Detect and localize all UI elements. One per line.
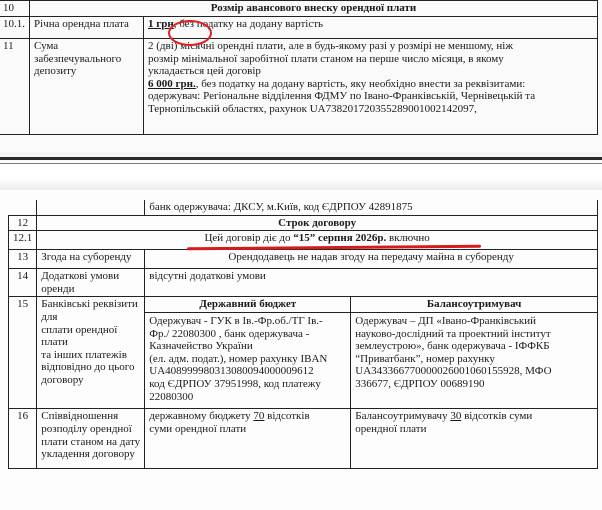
column-header: Державний бюджет	[145, 297, 350, 313]
deposit-text	[144, 39, 598, 135]
rent-note: , без податку на додану вартість	[173, 18, 324, 30]
bank-line: банк одержувача: ДКСУ, м.Київ, код ЄДРПОУ 42891875	[145, 200, 598, 215]
row-label: Банківські реквізити для сплати орендної плати та інших платежів відповідно до цього договору	[37, 297, 145, 409]
balance-holder-share: Балансоутримувачу 30 відсотків суми орендної плати	[351, 409, 598, 469]
table-row	[9, 215, 598, 231]
row-number: 12	[9, 215, 37, 231]
separator-line-thin	[0, 163, 602, 164]
state-budget-cell: Державний бюджет Одержувач - ГУК в Ів.-Фр.об./ТГ Ів.- Фр./ 22080300 , банк одержувача - Казначейство України (ел. адм. подат.), номер рахунку IBAN UA408999980313080094000009612 код ЄДРПОУ 37951998, код платежу 22080300	[145, 297, 351, 409]
row-number: 12.1	[9, 231, 37, 250]
row-label: Річна орендна плата	[30, 17, 144, 39]
term-date: “15” серпня 2026р.	[293, 232, 387, 245]
section-title: Розмір авансового внеску орендної плати	[30, 1, 598, 17]
separator-line	[0, 157, 602, 160]
table-row	[9, 297, 598, 409]
row-label: Згода на суборенду	[37, 250, 145, 269]
rent-amount: 1 грн	[148, 18, 174, 30]
text-line: розмір мінімальної заробітної плати станом на перше число місяця, в якому	[148, 52, 504, 65]
row-label: Співвідношення розподілу орендної плати станом на дату укладення договору	[37, 409, 145, 469]
row-number: 11	[0, 39, 30, 135]
term-text: Цей договір діє до “15” серпня 2026р. включно	[37, 231, 598, 250]
row-number: 16	[9, 409, 37, 469]
row-number: 14	[9, 269, 37, 297]
column-header: Балансоутримувач	[351, 297, 597, 313]
row-number: 13	[9, 250, 37, 269]
table-row	[9, 269, 598, 297]
lease-terms-table-top	[0, 0, 598, 135]
row-number: 10	[0, 1, 30, 17]
text-line: 2 (дві) місячні орендні плати, але в будь-якому разі у розмірі не меншому, ніж	[148, 40, 513, 52]
text-line: Тернопільській областях, рахунок UA738201720355289001002142097,	[148, 102, 477, 115]
table-row	[9, 250, 598, 269]
red-circle-annotation	[168, 20, 212, 46]
text-line: одержувач: Регіональне відділення ФДМУ по Івано-Франківській, Чернівецькій та	[148, 90, 536, 103]
deposit-amount: 6 000 грн.	[148, 77, 196, 90]
table-row	[9, 200, 598, 215]
table-row	[9, 409, 598, 469]
document-page-bottom	[0, 190, 602, 510]
deposit-note: , без податку на додану вартість, яку необхідно внести за реквізитами:	[195, 77, 526, 90]
lease-terms-table-bottom	[8, 200, 598, 469]
table-row	[0, 1, 598, 17]
row-number: 10.1.	[0, 17, 30, 39]
row-label: Сума забезпечувального депозиту	[30, 39, 144, 135]
table-row	[0, 39, 598, 135]
row-label: Додаткові умови оренди	[37, 269, 145, 297]
document-page-top	[0, 0, 602, 152]
text-line: укладається цей договір	[148, 65, 261, 78]
row-value: Орендодавець не надав згоду на передачу майна в суборенду	[145, 250, 598, 269]
row-number: 15	[9, 297, 37, 409]
budget-share: державному бюджету 70 відсотків суми орендної плати	[145, 409, 351, 469]
section-title: Строк договору	[37, 215, 598, 231]
balance-holder-cell: Балансоутримувач Одержувач – ДП «Івано-Франківський науково-дослідний та проектний інститут землеустрою», банк одержувача - ІФФКБ “Приватбанк”, номер рахунку UA343366770000026001060155928, МФО 336677, ЄДРПОУ 00689190	[351, 297, 598, 409]
table-row	[0, 17, 598, 39]
row-value: відсутні додаткові умови	[145, 269, 598, 297]
